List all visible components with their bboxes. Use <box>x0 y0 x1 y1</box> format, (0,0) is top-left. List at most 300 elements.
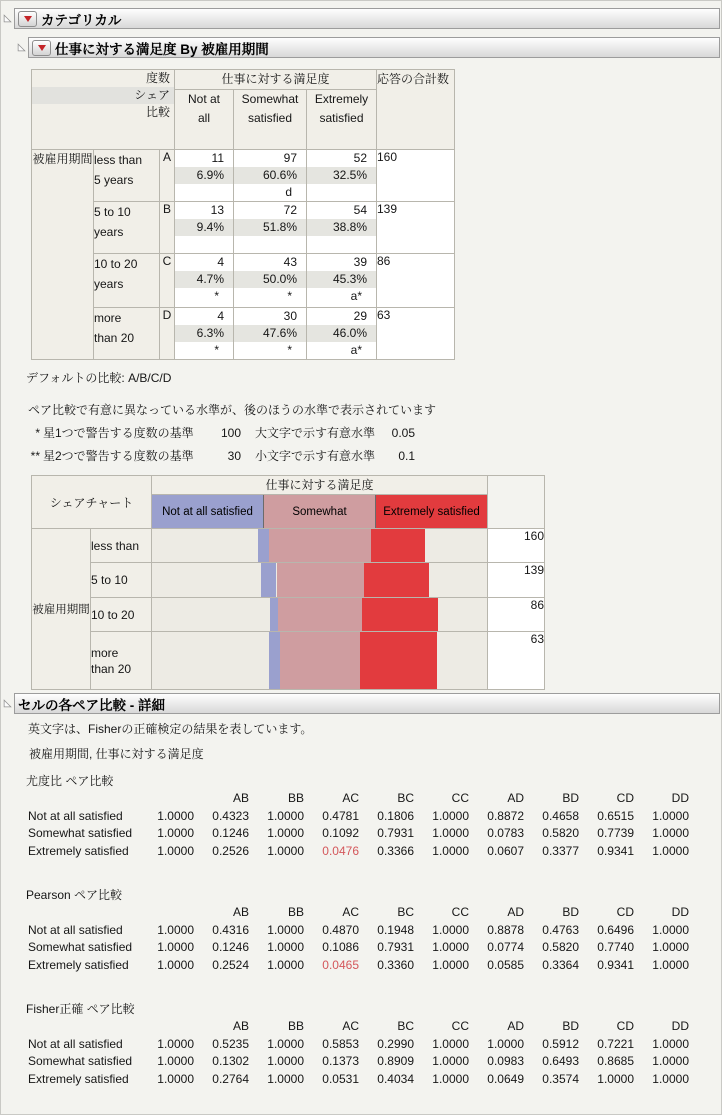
row-label-line: 10 to 20 <box>91 607 135 622</box>
pairwise-column-header: CD <box>616 791 634 805</box>
share-bar-segment <box>364 563 429 597</box>
legend-value: 100 <box>220 426 241 440</box>
pairwise-column-header: AD <box>507 905 524 919</box>
pairwise-p-value: 0.4763 <box>542 922 579 937</box>
pairwise-p-value: 0.9341 <box>597 843 634 858</box>
pairwise-p-value: 1.0000 <box>652 1054 689 1068</box>
row-label-line: 5 years <box>94 173 134 187</box>
share-percent-value: 4.7% <box>175 271 233 288</box>
row-letter: D <box>160 308 175 360</box>
pairwise-p-value: 1.0000 <box>157 940 194 954</box>
column-header <box>234 90 307 150</box>
pairwise-column-header: DD <box>671 791 689 805</box>
pairwise-column-header <box>154 1018 194 1036</box>
share-bar-segment <box>278 598 362 631</box>
column-header-line: satisfied <box>247 111 293 125</box>
pairwise-data-row <box>26 1036 721 1054</box>
pairwise-p-value: 1.0000 <box>267 1036 304 1051</box>
pairwise-p-value: 0.1948 <box>377 922 414 937</box>
pairwise-p-value: 0.0476 <box>322 843 359 858</box>
pairwise-p-value: 0.0774 <box>487 940 524 954</box>
table-row <box>32 202 455 254</box>
data-cell <box>175 150 234 202</box>
pairwise-p-value: 0.8909 <box>377 1054 414 1068</box>
legend-label: 小文字で示す有意水準 <box>255 449 376 463</box>
share-chart-section <box>31 475 721 690</box>
pairwise-p-value: 1.0000 <box>157 957 194 972</box>
pairwise-row-label: Extremely satisfied <box>28 1071 129 1086</box>
pairwise-p-value: 0.7221 <box>597 1036 634 1051</box>
row-label <box>91 529 152 563</box>
share-chart-row <box>32 529 545 563</box>
pairwise-table-block <box>26 772 721 860</box>
share-chart-row <box>32 632 545 690</box>
pairwise-p-value: 0.1246 <box>212 826 249 840</box>
pairwise-header-row <box>26 904 721 922</box>
column-header <box>175 90 234 150</box>
row-label-line: than 20 <box>91 661 132 676</box>
share-bar-cell <box>152 563 488 598</box>
row-label-line: 5 to 10 <box>94 205 131 219</box>
pairwise-data-row <box>26 1071 721 1089</box>
pairwise-header-blank <box>26 1018 154 1036</box>
count-value: 52 <box>353 151 367 165</box>
pairwise-p-value: 0.0649 <box>487 1071 524 1086</box>
pairwise-column-header: AD <box>507 1019 524 1033</box>
pairwise-p-value: 1.0000 <box>267 843 304 858</box>
pairwise-p-value: 0.3574 <box>542 1071 579 1086</box>
pairwise-column-header: DD <box>671 1019 689 1033</box>
share-bar-segment <box>280 632 360 689</box>
pairwise-data-row <box>26 808 721 826</box>
data-cell <box>175 254 234 308</box>
comparison-letters: * <box>214 289 219 303</box>
pairwise-p-value: 1.0000 <box>267 940 304 954</box>
default-comparison-note: デフォルトの比較: A/B/C/D <box>26 371 172 385</box>
corner-stat-label: 比較 <box>145 105 170 119</box>
outline-node-categorical <box>2 8 720 29</box>
pairwise-p-value: 0.5853 <box>322 1036 359 1051</box>
row-label-line: than 20 <box>94 331 135 345</box>
total-column-header: 応答の合計数 <box>377 70 455 150</box>
pairwise-p-value: 0.5235 <box>212 1036 249 1051</box>
share-bar-segment <box>269 632 280 689</box>
outline-node-cell-pairwise <box>2 693 720 714</box>
pairwise-p-value: 1.0000 <box>267 808 304 823</box>
comparison-letters: a* <box>350 343 362 357</box>
pairwise-warning-note-block <box>28 399 721 468</box>
count-value: 4 <box>217 255 224 269</box>
pairwise-row-label: Extremely satisfied <box>28 843 129 858</box>
pairwise-data-row <box>26 1053 721 1071</box>
pairwise-p-value: 0.9341 <box>597 957 634 972</box>
star-legend-row <box>28 422 721 445</box>
corner-stat-label: シェア <box>32 87 174 104</box>
variables-line: 被雇用期間, 仕事に対する満足度 <box>29 747 204 761</box>
pairwise-p-value: 1.0000 <box>432 1054 469 1068</box>
pairwise-column-header: AD <box>507 791 524 805</box>
row-label <box>94 202 160 254</box>
table-row <box>32 254 455 308</box>
contingency-table-section <box>31 69 721 360</box>
pairwise-table-title: Fisher正確 ペア比較 <box>26 1002 135 1016</box>
pairwise-note-line: ペア比較で有意に異なっている水準が、後のほうの水準で表示されています <box>28 403 437 417</box>
pairwise-column-header: BC <box>397 905 414 919</box>
row-total-value: 86 <box>377 254 455 308</box>
row-label-line: less than <box>91 538 140 553</box>
pairwise-column-header: BC <box>397 1019 414 1033</box>
pairwise-p-value: 1.0000 <box>267 957 304 972</box>
data-cell <box>175 308 234 360</box>
count-value: 29 <box>353 309 367 323</box>
share-percent-value: 9.4% <box>175 219 233 236</box>
data-cell <box>234 308 307 360</box>
pairwise-p-value: 1.0000 <box>652 826 689 840</box>
corner-stat-label: 度数 <box>145 71 170 85</box>
share-bar-cell <box>152 529 488 563</box>
pairwise-column-header <box>154 790 194 808</box>
share-bar-segment <box>270 598 278 631</box>
table-header-row <box>32 70 455 90</box>
pairwise-column-header: BD <box>562 905 579 919</box>
pairwise-p-value: 0.2990 <box>377 1036 414 1051</box>
pairwise-column-header: AC <box>342 791 359 805</box>
share-percent-value: 6.3% <box>175 325 233 342</box>
outline-title-crosstab: 仕事に対する満足度 By 被雇用期間 <box>55 41 269 57</box>
pairwise-p-value: 0.4870 <box>322 922 359 937</box>
pairwise-header-blank <box>26 790 154 808</box>
count-value: 54 <box>353 203 367 217</box>
row-label-line: years <box>94 225 124 239</box>
pairwise-p-value: 0.7931 <box>377 940 414 954</box>
pairwise-p-value: 0.0465 <box>322 957 359 972</box>
row-label <box>91 598 152 632</box>
pairwise-p-value: 0.8685 <box>597 1054 634 1068</box>
star-symbol: ** <box>30 449 40 463</box>
pairwise-p-value: 0.2524 <box>212 957 249 972</box>
pairwise-column-header: BB <box>287 905 304 919</box>
comparison-letters <box>234 236 306 253</box>
pairwise-p-value: 0.6515 <box>597 808 634 823</box>
pairwise-p-value: 0.6493 <box>542 1054 579 1068</box>
share-bar-segment <box>371 529 426 562</box>
statistics-corner-cell <box>32 70 175 150</box>
pairwise-header-row <box>26 790 721 808</box>
pairwise-data-row <box>26 922 721 940</box>
outline-titlebar-cell-pairwise[interactable] <box>14 693 720 714</box>
row-label <box>94 308 160 360</box>
pairwise-p-value: 1.0000 <box>157 1036 194 1051</box>
pairwise-p-value: 0.7740 <box>597 940 634 954</box>
legend-swatch-extremely-satisfied: Extremely satisfied <box>375 495 487 528</box>
pairwise-p-value: 0.3366 <box>377 843 414 858</box>
pairwise-p-value: 1.0000 <box>487 1036 524 1051</box>
column-header-line: satisfied <box>319 111 364 125</box>
pairwise-column-header: AC <box>342 905 359 919</box>
pairwise-p-value: 0.3364 <box>542 957 579 972</box>
pairwise-p-value: 1.0000 <box>267 1071 304 1086</box>
row-letter: A <box>160 150 175 202</box>
pairwise-p-value: 0.1302 <box>212 1054 249 1068</box>
count-value: 72 <box>283 203 297 217</box>
row-total-value: 139 <box>377 202 455 254</box>
disclosure-triangle-icon[interactable] <box>3 699 12 708</box>
pairwise-p-value: 1.0000 <box>652 1071 689 1086</box>
count-value: 13 <box>210 203 224 217</box>
count-value: 30 <box>283 309 297 323</box>
comparison-letters: a* <box>350 289 362 303</box>
comparison-letters: d <box>285 185 292 199</box>
comparison-letters: * <box>287 289 292 303</box>
comparison-letters: * <box>214 343 219 357</box>
row-label-line: 5 to 10 <box>91 573 128 587</box>
pairwise-p-value: 0.2764 <box>212 1071 249 1086</box>
column-header <box>307 90 377 150</box>
row-label <box>94 254 160 308</box>
share-chart-left-header: シェアチャート <box>32 476 152 529</box>
pairwise-p-value: 1.0000 <box>432 826 469 840</box>
row-label-line: more <box>91 645 119 660</box>
share-chart-header-row <box>32 476 545 495</box>
disclosure-triangle-icon[interactable] <box>3 14 12 23</box>
pairwise-p-value: 1.0000 <box>157 808 194 823</box>
pairwise-p-value: 0.1086 <box>322 940 359 954</box>
count-value: 39 <box>353 255 367 269</box>
pairwise-p-value: 0.3377 <box>542 843 579 858</box>
pairwise-data-row <box>26 825 721 843</box>
share-bar-segment <box>261 563 277 597</box>
row-label-line: years <box>94 277 124 291</box>
pairwise-p-value: 0.6496 <box>597 922 634 937</box>
row-letter: B <box>160 202 175 254</box>
legend-strip <box>152 495 487 528</box>
pairwise-p-value: 0.8872 <box>487 808 524 823</box>
pairwise-p-value: 1.0000 <box>157 826 194 840</box>
pairwise-p-value: 0.0607 <box>487 843 524 858</box>
share-percent-value: 50.0% <box>234 271 306 288</box>
pairwise-p-value: 0.0531 <box>322 1071 359 1086</box>
count-value: 43 <box>283 255 297 269</box>
pairwise-p-value: 1.0000 <box>652 1036 689 1051</box>
pairwise-table-block <box>26 886 721 974</box>
outline-titlebar-categorical[interactable] <box>14 8 720 29</box>
legend-cell <box>152 495 488 529</box>
column-header-line: Extremely <box>314 92 369 106</box>
legend-label: 星2つで警告する度数の基準 <box>43 449 194 463</box>
pairwise-p-value: 1.0000 <box>157 1071 194 1086</box>
pairwise-p-value: 0.4658 <box>542 808 579 823</box>
pairwise-row-label: Not at all satisfied <box>28 808 123 823</box>
count-value: 97 <box>283 151 297 165</box>
pairwise-column-header: BB <box>287 791 304 805</box>
column-header-line: Not at <box>187 92 220 106</box>
pairwise-column-header: AC <box>342 1019 359 1033</box>
share-chart-column-group-header: 仕事に対する満足度 <box>152 476 488 495</box>
row-group-label: 被雇用期間 <box>32 529 91 690</box>
pairwise-p-value: 1.0000 <box>597 1071 634 1086</box>
star-legend-row <box>28 445 721 468</box>
share-percent-value: 46.0% <box>307 325 376 342</box>
pairwise-column-header: BD <box>562 1019 579 1033</box>
pairwise-column-header: BC <box>397 791 414 805</box>
disclosure-triangle-icon[interactable] <box>17 43 26 52</box>
share-percent-value: 38.8% <box>307 219 376 236</box>
pairwise-p-value: 0.0585 <box>487 957 524 972</box>
data-cell <box>307 202 377 254</box>
pairwise-row-label: Extremely satisfied <box>28 957 129 972</box>
pairwise-p-value: 1.0000 <box>432 957 469 972</box>
pairwise-p-value: 1.0000 <box>267 1054 304 1068</box>
pairwise-p-value: 0.0983 <box>487 1054 524 1068</box>
pairwise-table-title: 尤度比 ペア比較 <box>26 774 114 788</box>
share-percent-value: 51.8% <box>234 219 306 236</box>
pairwise-p-value: 0.1092 <box>322 826 359 840</box>
red-triangle-menu-button[interactable] <box>18 11 37 27</box>
data-cell <box>175 202 234 254</box>
legend-label: 星1つで警告する度数の基準 <box>43 426 194 440</box>
share-bar-cell <box>152 598 488 632</box>
pairwise-header-blank <box>26 904 154 922</box>
pairwise-p-value: 0.5820 <box>542 940 579 954</box>
pairwise-p-value: 1.0000 <box>652 940 689 954</box>
red-triangle-menu-button[interactable] <box>32 40 51 56</box>
legend-swatch-somewhat: Somewhat <box>263 495 375 528</box>
row-label <box>91 563 152 598</box>
pairwise-data-row <box>26 957 721 975</box>
pairwise-p-value: 0.1806 <box>377 808 414 823</box>
contingency-table <box>31 69 455 360</box>
data-cell <box>234 202 307 254</box>
pairwise-data-row <box>26 843 721 861</box>
count-value: 4 <box>217 309 224 323</box>
row-total-value: 63 <box>488 632 545 690</box>
pairwise-row-label: Somewhat satisfied <box>28 940 133 954</box>
row-total-value: 160 <box>377 150 455 202</box>
data-cell <box>307 150 377 202</box>
pairwise-p-value: 0.5820 <box>542 826 579 840</box>
row-label-line: 10 to 20 <box>94 257 138 271</box>
pairwise-table-title: Pearson ペア比較 <box>26 888 123 902</box>
pairwise-p-value: 0.7739 <box>597 826 634 840</box>
pairwise-p-value: 1.0000 <box>432 1071 469 1086</box>
share-bar-segment <box>360 632 437 689</box>
pairwise-column-header: BB <box>287 1019 304 1033</box>
column-header-line: all <box>197 111 210 125</box>
share-bar-segment <box>269 529 371 562</box>
pairwise-column-header: CC <box>451 1019 469 1033</box>
share-percent-value: 60.6% <box>234 167 306 184</box>
table-row <box>32 150 455 202</box>
pairwise-column-header <box>154 904 194 922</box>
share-percent-value: 47.6% <box>234 325 306 342</box>
pairwise-column-header: CC <box>451 791 469 805</box>
row-label <box>94 150 160 202</box>
legend-swatch-not-at-all-satisfied: Not at all satisfied <box>152 495 263 528</box>
row-total-value: 63 <box>377 308 455 360</box>
share-percent-value: 6.9% <box>175 167 233 184</box>
share-chart-row <box>32 598 545 632</box>
pairwise-row-label: Somewhat satisfied <box>28 826 133 840</box>
pairwise-p-value: 1.0000 <box>652 922 689 937</box>
row-label-line: less than <box>94 153 143 167</box>
data-cell <box>307 254 377 308</box>
pairwise-p-value: 1.0000 <box>652 808 689 823</box>
red-triangle-icon <box>24 16 32 22</box>
share-chart-row <box>32 563 545 598</box>
comparison-letters <box>307 184 376 201</box>
comparison-letters: * <box>287 343 292 357</box>
pairwise-p-value: 1.0000 <box>432 1036 469 1051</box>
data-cell <box>234 254 307 308</box>
pairwise-p-value: 1.0000 <box>432 940 469 954</box>
pairwise-p-value: 0.7931 <box>377 826 414 840</box>
table-row <box>32 308 455 360</box>
column-group-header: 仕事に対する満足度 <box>175 70 377 90</box>
pairwise-p-value: 0.0783 <box>487 826 524 840</box>
pairwise-column-header: DD <box>671 905 689 919</box>
pairwise-column-header: AB <box>232 1019 249 1033</box>
row-label <box>91 632 152 690</box>
red-triangle-icon <box>38 45 46 51</box>
pairwise-p-value: 0.4034 <box>377 1071 414 1086</box>
outline-title-cell-pairwise: セルの各ペア比較 - 詳細 <box>18 697 165 713</box>
pairwise-p-value: 0.4316 <box>212 922 249 937</box>
pairwise-row-label: Not at all satisfied <box>28 922 123 937</box>
outline-title-categorical: カテゴリカル <box>41 12 122 28</box>
row-total-value: 139 <box>488 563 545 598</box>
row-letter: C <box>160 254 175 308</box>
pairwise-column-header: CD <box>616 905 634 919</box>
pairwise-p-value: 1.0000 <box>432 808 469 823</box>
pairwise-p-value: 0.1246 <box>212 940 249 954</box>
outline-titlebar-crosstab[interactable] <box>28 37 720 58</box>
pairwise-p-value: 0.4781 <box>322 808 359 823</box>
data-cell <box>307 308 377 360</box>
pairwise-p-value: 1.0000 <box>432 922 469 937</box>
pairwise-p-value: 0.8878 <box>487 922 524 937</box>
legend-value: 30 <box>227 449 241 463</box>
pairwise-p-value: 1.0000 <box>652 957 689 972</box>
legend-value: 0.05 <box>391 426 416 440</box>
legend-value: 0.1 <box>398 449 416 463</box>
share-bar-segment <box>277 563 364 597</box>
row-group-label: 被雇用期間 <box>32 150 94 360</box>
share-percent-value: 45.3% <box>307 271 376 288</box>
legend-label: 大文字で示す有意水準 <box>255 426 376 440</box>
pairwise-p-value: 1.0000 <box>267 826 304 840</box>
pairwise-p-value: 0.4323 <box>212 808 249 823</box>
count-value: 11 <box>211 151 224 165</box>
pairwise-column-header: AB <box>232 791 249 805</box>
pairwise-p-value: 1.0000 <box>157 922 194 937</box>
pairwise-header-row <box>26 1018 721 1036</box>
share-bar-segment <box>258 529 270 562</box>
comparison-letters <box>175 236 233 253</box>
pairwise-p-value: 0.3360 <box>377 957 414 972</box>
column-header-line: Somewhat <box>241 92 299 106</box>
fisher-note: 英文字は、Fisherの正確検定の結果を表しています。 <box>28 722 313 736</box>
pairwise-p-value: 1.0000 <box>267 922 304 937</box>
pairwise-column-header: AB <box>232 905 249 919</box>
pairwise-p-value: 1.0000 <box>157 843 194 858</box>
pairwise-row-label: Somewhat satisfied <box>28 1054 133 1068</box>
row-label-line: more <box>94 311 122 325</box>
share-chart-table <box>31 475 545 690</box>
pairwise-p-value: 0.5912 <box>542 1036 579 1051</box>
outline-node-crosstab <box>16 37 720 58</box>
pairwise-column-header: CC <box>451 905 469 919</box>
row-total-value: 86 <box>488 598 545 632</box>
